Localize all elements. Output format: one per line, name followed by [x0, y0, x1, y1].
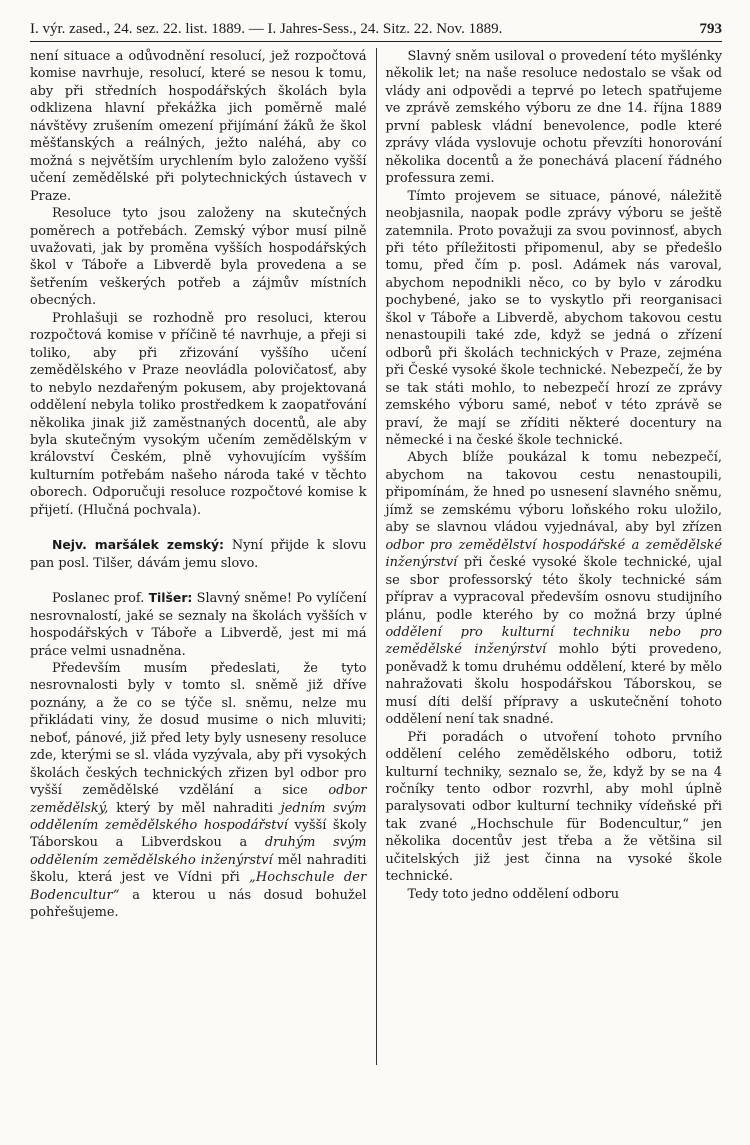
paragraph	[30, 660, 367, 922]
italic-run: odbor pro zemědělství hospodářské a zemědělské inženýrství	[385, 537, 723, 571]
running-header	[30, 10, 722, 42]
text-run: mohlo býti provedeno, poněvadž k tomu druhému oddělení, které by mělo nahražovati školu hospodářskou Táborskou, se musí díti delší přípravy a uskutečnění tohoto oddělení není tak snadné.	[385, 642, 723, 728]
italic-run: odbor zemědělský,	[30, 783, 367, 816]
speech-text: Slavný sněme! Po vylíčení nesrovnalostí, jaké se seznaly na školách vyšších v hospodářských v Táboře a Libverdě, jest mi má práce velmi usnadněna.	[30, 591, 367, 659]
speaker-paragraph	[30, 536, 367, 572]
speaker-name: Tilšer:	[148, 590, 193, 606]
fraktur-run: „Hochschule der Bodencultur“	[30, 870, 367, 903]
italic-run: druhým svým oddělením zemědělského inženýrství	[30, 835, 367, 868]
text-run: měl nahraditi školu, která jest ve Vídni při	[30, 852, 367, 886]
right-column	[377, 48, 723, 1065]
speaker-name: Nejv. maršálek zemský:	[52, 537, 225, 553]
page-number: 793	[699, 21, 722, 37]
left-column	[30, 48, 376, 1065]
paragraph: Při poradách o utvoření tohoto prvního oddělení celého zemědělského odboru, totiž kulturní techniky, seznalo se, že, když by se na 4 ročníky tento odbor rozvrhl, aby mohl úplně paralysovati odbor kulturní techniky vídeňské při tak zvané „Hochschule für Bodencultur,“ jen několika docentův jest třeba a že většina sil učitelských již jest činna na vysoké škole technické.	[385, 729, 723, 885]
text-run: Především musím předeslati, že tyto nesrovnalosti byly v tomto sl. sněmě již dříve poznány, a že co se týče sl. sněmu, nelze mu přikládati viny, že dosud musime o nich mluviti; neboť, pánové, již před lety byly usneseny resoluce zde, kterými se sl. vláda vyzývala, aby při vysokých školách českých technických zřizen byl odbor pro vyšší zemědělské vzdělání a sice	[30, 660, 367, 799]
paragraph: Tedy toto jedno oddělení odboru	[407, 886, 620, 902]
paragraph: Prohlašuji se rozhodně pro resoluci, kterou rozpočtová komise v příčině té navrhuje, a přeji si toliko, aby při zřizování vyššího učení zemědělského v Praze neovládla polovičatosť, aby to nebylo nezdařeným pokusem, aby projektovaná oddělení nebyla toliko prostředkem k zaopatřování několika jinak již zaměstnaných docentů, ale aby byla skutečným vysokým učením zemědělským v království Českém, plně vyhovujícím vyšším kulturním potřebám našeho národa také v těchto oborech. Odporučuji resoluce rozpočtové komise k přijetí. (Hlučná pochvala).	[30, 310, 367, 518]
speaker-title: Poslanec prof.	[52, 591, 145, 607]
text-run: který by měl nahraditi	[116, 800, 273, 816]
two-column-body	[30, 48, 722, 1065]
text-run: a kterou u nás dosud bohužel pohřešujeme.	[30, 887, 367, 921]
text-run: Abych blíže poukázal k tomu nebezpečí, abychom na takovou cestu nenastoupili, připomínám, že hned po usnesení slavného sněmu, jímž se zemskému výboru loňského roku uložilo, aby se slavnou vládou vyjednával, aby byl zřízen	[385, 450, 723, 536]
speech-text: Nyní přijde k slovu pan posl. Tilšer, dávám jemu slovo.	[30, 538, 367, 571]
italic-run: jedním svým oddělením zemědělského hospodářství	[30, 800, 367, 834]
paragraph	[386, 449, 723, 728]
text-run: při české vysoké škole technické, ujal se sbor professorský této školy technické sám příprav a vypracoval především osnovu studijního plánu, podle kterého by co možná brzy úplné	[385, 555, 723, 623]
italic-run: oddělení pro kulturní techniku nebo pro zemědělské inženýrství	[385, 624, 723, 658]
paragraph: Resoluce tyto jsou založeny na skutečných poměrech a potřebách. Zemský výbor musí pilně uvažovati, jak by proměna vyšších hospodářských škol v Táboře a Libverdě byla provedena a se šetřením veškerých potřeb a zájmův místních obecných.	[30, 206, 367, 309]
speaker-paragraph	[30, 589, 367, 660]
text-run: vyšší školy Táborskou a Libverdskou a	[30, 818, 367, 851]
paragraph: není situace a odůvodnění resolucí, jež rozpočtová komise navrhuje, resolucí, které se nesou k tomu, aby při středních hospodářských školách byla odklizena hlavní překážka jich poměrně malé návštěvy zrušením omezení přijímání žáků že škol měšťanských a reálných, ježto naléhá, aby co možná s největším urychlením bylo založeno vyšší učení zemědělské při polytechnických ústavech v Praze.	[30, 49, 367, 204]
header-german: I. Jahres-Sess., 24. Sitz. 22. Nov. 1889.	[267, 21, 503, 37]
paragraph: Slavný sněm usiloval o provedení této myšlénky několik let; na naše resoluce nedostalo se však od vlády ani odpovědi a teprvé po letech spatřujeme ve zprávě zemského výboru ze dne 14. října 1889 první pablesk vládní benevolence, podle které zprávy vláda vyslovuje ochotu převzíti honorování několika docentů a že ponechává placení řádného professura zemi.	[385, 49, 723, 187]
paragraph: Tímto projevem se situace, pánové, náležitě neobjasnila, naopak podle zprávy výboru se ještě zatemnila. Proto považuji za svou povinnosť, abych při této příležitosti připomenul, aby se předešlo tomu, před čím p. posl. Adámek nás varoval, abychom nepodnikli něco, co by bylo v zárodku pochybené, jako se to vyskytlo při reorganisaci škol v Táboře a Libverdě, abychom takovou cestu nenastoupili také zde, když se jedná o zřízení odborů při školách technických v Praze, zejména při České vysoké škole technické. Nebezpečí, že by se tak státi mohlo, to nebezpečí hrozí ze zprávy zemského výboru samé, neboť v této zprávě se praví, že mají se zříditi některé docentury na německé i na české škole technické.	[385, 188, 723, 448]
header-separator: —	[248, 21, 264, 37]
header-left	[30, 21, 502, 38]
header-czech: I. výr. zased., 24. sez. 22. list. 1889.	[30, 21, 245, 37]
